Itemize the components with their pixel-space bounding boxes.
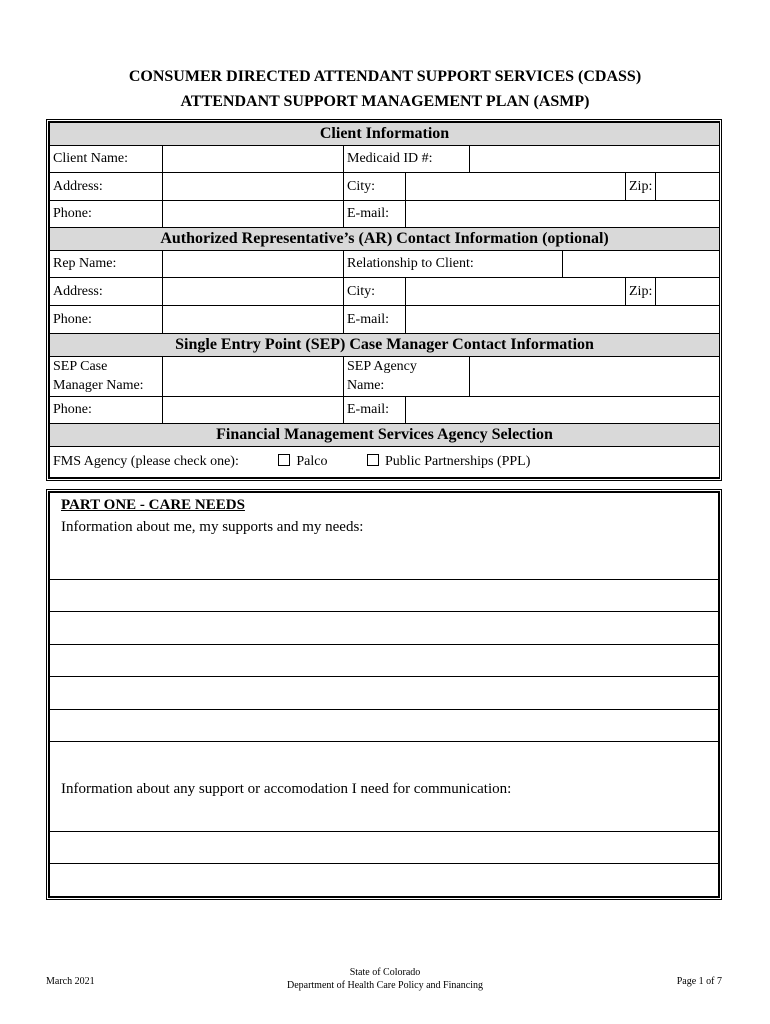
client-information-table (49, 122, 720, 478)
palco-checkbox[interactable] (278, 454, 290, 466)
sep-agency-label-line1: SEP Agency (347, 359, 417, 375)
relationship-label: Relationship to Client: (344, 251, 563, 278)
sep-email-field[interactable] (406, 396, 720, 423)
ppl-label: Public Partnerships (PPL) (384, 453, 531, 469)
client-name-label: Client Name: (50, 146, 163, 173)
rep-city-label: City: (344, 278, 406, 306)
client-address-label: Address: (50, 173, 163, 201)
medicaid-id-field[interactable] (470, 146, 720, 173)
sep-case-manager-label (50, 356, 163, 396)
rep-name-label: Rep Name: (50, 251, 163, 278)
communication-prompt-cell (50, 742, 719, 832)
sep-phone-field[interactable] (163, 396, 344, 423)
supports-needs-line-2[interactable] (50, 612, 719, 644)
care-needs-section (46, 489, 722, 900)
sep-phone-label: Phone: (50, 396, 163, 423)
client-email-field[interactable] (406, 201, 720, 228)
sep-agency-label (344, 356, 470, 396)
rep-address-field[interactable] (163, 278, 344, 306)
supports-needs-line-3[interactable] (50, 644, 719, 676)
rep-email-label: E-mail: (344, 306, 406, 333)
sep-case-manager-field[interactable] (163, 356, 344, 396)
care-needs-intro-cell (50, 493, 719, 580)
rep-phone-field[interactable] (163, 306, 344, 333)
document-title-line2: ATTENDANT SUPPORT MANAGEMENT PLAN (ASMP) (180, 93, 590, 110)
rep-zip-label: Zip: (626, 278, 656, 306)
ppl-option[interactable] (367, 454, 530, 469)
client-email-label: E-mail: (344, 201, 406, 228)
ppl-checkbox[interactable] (367, 454, 379, 466)
client-zip-field[interactable] (656, 173, 720, 201)
communication-line-2[interactable] (50, 864, 719, 897)
rep-email-field[interactable] (406, 306, 720, 333)
rep-city-field[interactable] (406, 278, 626, 306)
rep-address-label: Address: (50, 278, 163, 306)
medicaid-id-label: Medicaid ID #: (344, 146, 470, 173)
supports-needs-line-4[interactable] (50, 677, 719, 709)
document-title-line1: CONSUMER DIRECTED ATTENDANT SUPPORT SERVICES (CDASS) (128, 68, 642, 85)
client-information-header: Client Information (50, 123, 720, 146)
relationship-field[interactable] (563, 251, 720, 278)
sep-agency-field[interactable] (470, 356, 720, 396)
sep-email-label: E-mail: (344, 396, 406, 423)
sep-information-header: Single Entry Point (SEP) Case Manager Contact Information (50, 333, 720, 356)
supports-needs-line-1[interactable] (50, 579, 719, 611)
rep-information-header: Authorized Representative’s (AR) Contact Information (optional) (50, 228, 720, 251)
footer-date: March 2021 (46, 976, 95, 987)
communication-prompt: Information about any support or accomodation I need for communication: (61, 781, 512, 797)
footer-page-number: Page 1 of 7 (676, 976, 722, 987)
palco-option[interactable] (278, 454, 331, 469)
footer-agency (0, 966, 770, 992)
client-information-form (46, 119, 722, 481)
sep-agency-label-line2: Name: (347, 378, 385, 394)
rep-phone-label: Phone: (50, 306, 163, 333)
fms-selection-row (50, 446, 720, 477)
sep-case-manager-label-line1: SEP Case (53, 359, 108, 375)
client-city-field[interactable] (406, 173, 626, 201)
care-needs-table (49, 492, 719, 897)
fms-selection-header: Financial Management Services Agency Selection (50, 423, 720, 446)
communication-line-1[interactable] (50, 831, 719, 863)
part-one-title: PART ONE - CARE NEEDS (61, 497, 245, 513)
client-name-field[interactable] (163, 146, 344, 173)
palco-label: Palco (296, 453, 328, 469)
client-city-label: City: (344, 173, 406, 201)
client-phone-label: Phone: (50, 201, 163, 228)
footer-department: Department of Health Care Policy and Financing (286, 980, 484, 991)
fms-agency-label: FMS Agency (please check one): (53, 453, 239, 469)
supports-needs-line-5[interactable] (50, 709, 719, 741)
client-phone-field[interactable] (163, 201, 344, 228)
footer-state: State of Colorado (349, 967, 421, 978)
sep-case-manager-label-line2: Manager Name: (53, 378, 144, 394)
client-zip-label: Zip: (626, 173, 656, 201)
supports-needs-prompt: Information about me, my supports and my needs: (61, 519, 364, 535)
rep-name-field[interactable] (163, 251, 344, 278)
rep-zip-field[interactable] (656, 278, 720, 306)
client-address-field[interactable] (163, 173, 344, 201)
